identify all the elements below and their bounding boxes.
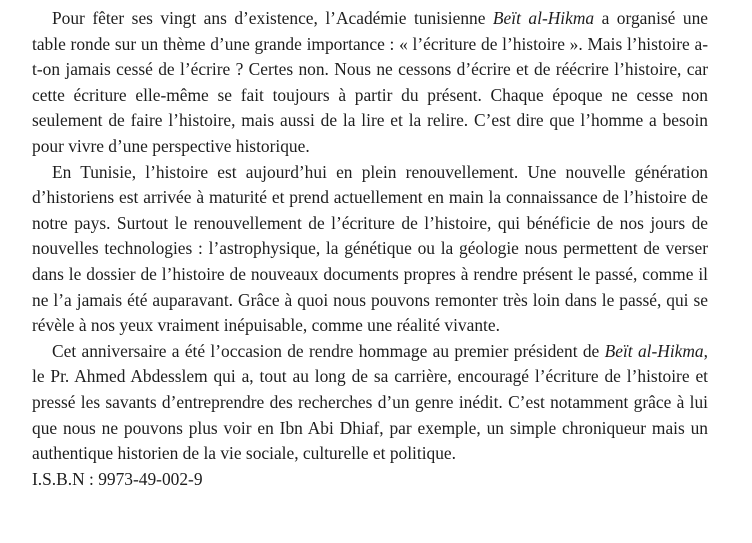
text-segment: a organisé une table ronde sur un thème d’une grande importance : « l’écriture de l’histoire ». Mais l’histoire a-t-on jamais cessé de l’écrire ? Certes non. Nous ne cessons d’écrire et de réécrire l’histoire, car cette écriture elle-même se fait toujours à partir du présent. Chaque époque ne cesse non seulement de faire l’histoire, mais aussi de la lire et la relire. C’est dire que l’homme a besoin pour vivre d’une perspective historique. xyxy=(32,8,708,156)
institution-name: Beït al-Hikma xyxy=(492,8,595,28)
text-segment: , le Pr. Ahmed Abdesslem qui a, tout au long de sa carrière, encouragé l’écriture de l’histoire et pressé les savants d’entreprendre des recherches d’un genre inédit. C’est notamment grâce à lui que nous ne pouvons plus voir en Ibn Abi Dhiaf, par exemple, un simple chroniqueur mais un authentique historien de la vie sociale, culturelle et politique. xyxy=(32,340,708,464)
text-segment: En Tunisie, l’histoire est aujourd’hui en plein renouvellement. Une nouvelle génération d’historiens est arrivée à maturité et prend actuellement en main la connaissance de l’histoire de notre pays. Surtout le renouvellement de l’écriture de l’histoire, qui bénéficie de nos jours de nouvelles technologies : l’astrophysique, la génétique ou la géologie nous permettent de verser dans le dossier de l’histoire de nouveaux documents propres à rendre présent le passé, comme il ne l’a jamais été auparavant. Grâce à quoi nous pouvons remonter très loin dans le passé, qui se révèle à nos yeux vraiment inépuisable, comme une réalité vivante. xyxy=(32,161,708,336)
paragraph-anniversary xyxy=(32,6,708,160)
paragraph-tribute xyxy=(32,339,708,467)
isbn-line: I.S.B.N : 9973-49-002-9 xyxy=(32,468,203,489)
text-segment: Pour fêter ses vingt ans d’existence, l’Académie tunisienne xyxy=(52,8,493,28)
document-page xyxy=(32,6,708,492)
paragraph-tunisia xyxy=(32,160,708,339)
institution-name: Beït al-Hikma xyxy=(604,340,704,361)
text-segment: Cet anniversaire a été l’occasion de rendre hommage au premier président de xyxy=(52,340,605,361)
